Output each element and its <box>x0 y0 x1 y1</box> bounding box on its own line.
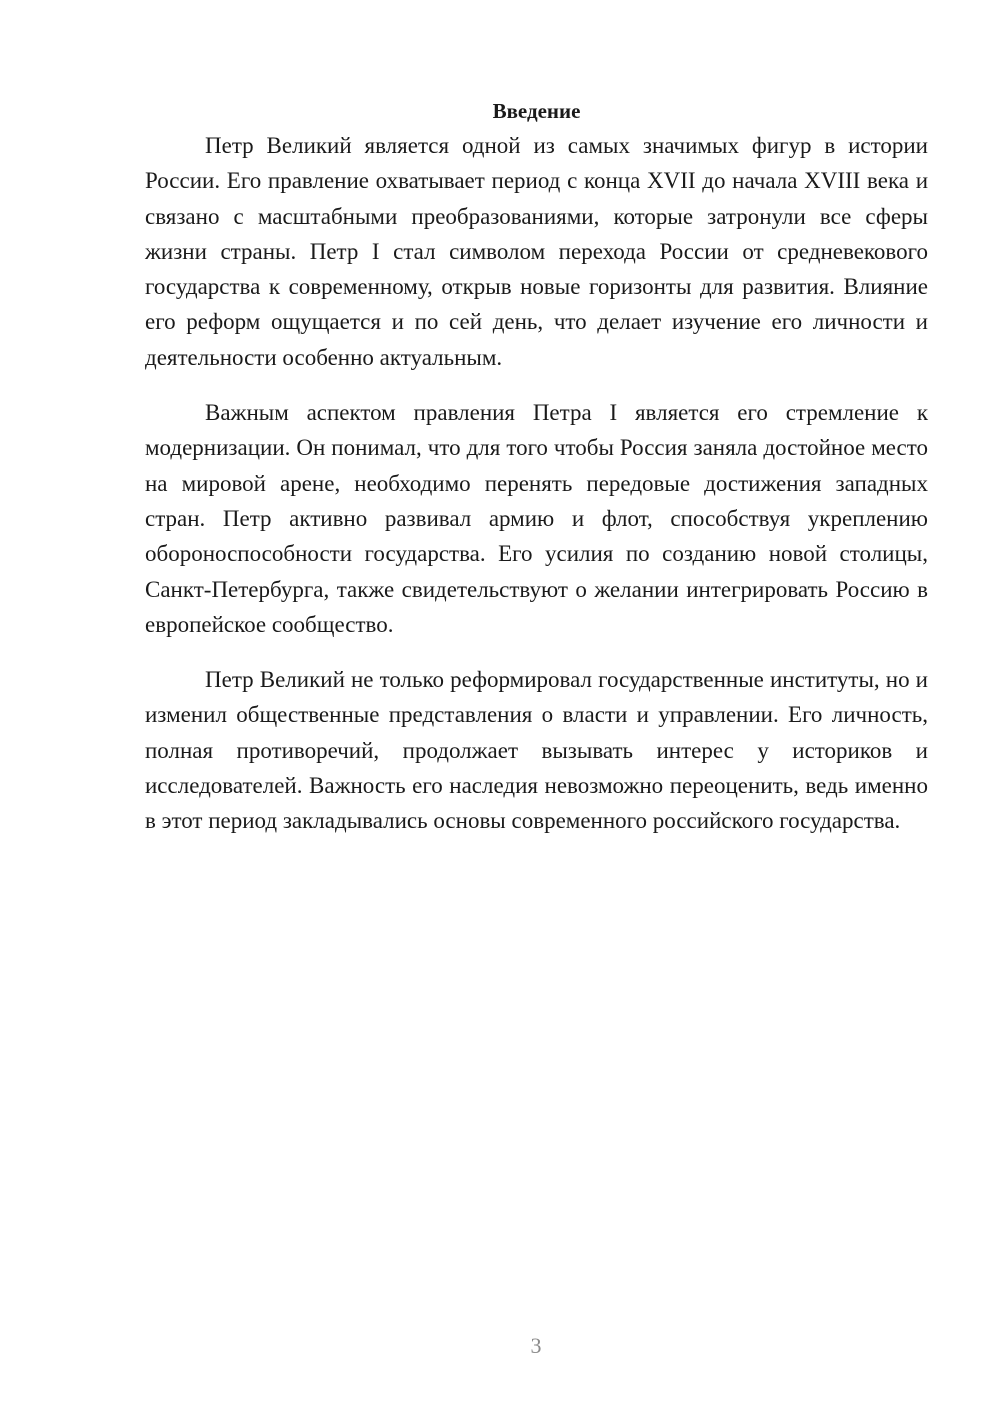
page-number: 3 <box>530 1333 542 1358</box>
paragraph-2: Важным аспектом правления Петра I является его стремление к модернизации. Он понимал, что для того чтобы Россия заняла достойное место на мировой арене, необходимо перенять передовые достижения западных стран. Петр активно развивал армию и флот, способствуя укреплению обороноспособности государства. Его усилия по созданию новой столицы, Санкт-Петербурга, также свидетельствуют о желании интегрировать Россию в европейское сообщество. <box>145 400 928 637</box>
section-heading: Введение <box>492 99 581 123</box>
paragraph-1: Петр Великий является одной из самых значимых фигур в истории России. Его правление охватывает период с конца XVII до начала XVIII века и связано с масштабными преобразованиями, которые затронули все сферы жизни страны. Петр I стал символом перехода России от средневекового государства к современному, открыв новые горизонты для развития. Влияние его реформ ощущается и по сей день, что делает изучение его личности и деятельности особенно актуальным. <box>145 133 928 370</box>
page-content <box>145 95 928 859</box>
paragraph-3: Петр Великий не только реформировал государственные институты, но и изменил общественные представления о власти и управлении. Его личность, полная противоречий, продолжает вызывать интерес у историков и исследователей. Важность его наследия невозможно переоценить, ведь именно в этот период закладывались основы современного российского государства. <box>145 667 928 834</box>
